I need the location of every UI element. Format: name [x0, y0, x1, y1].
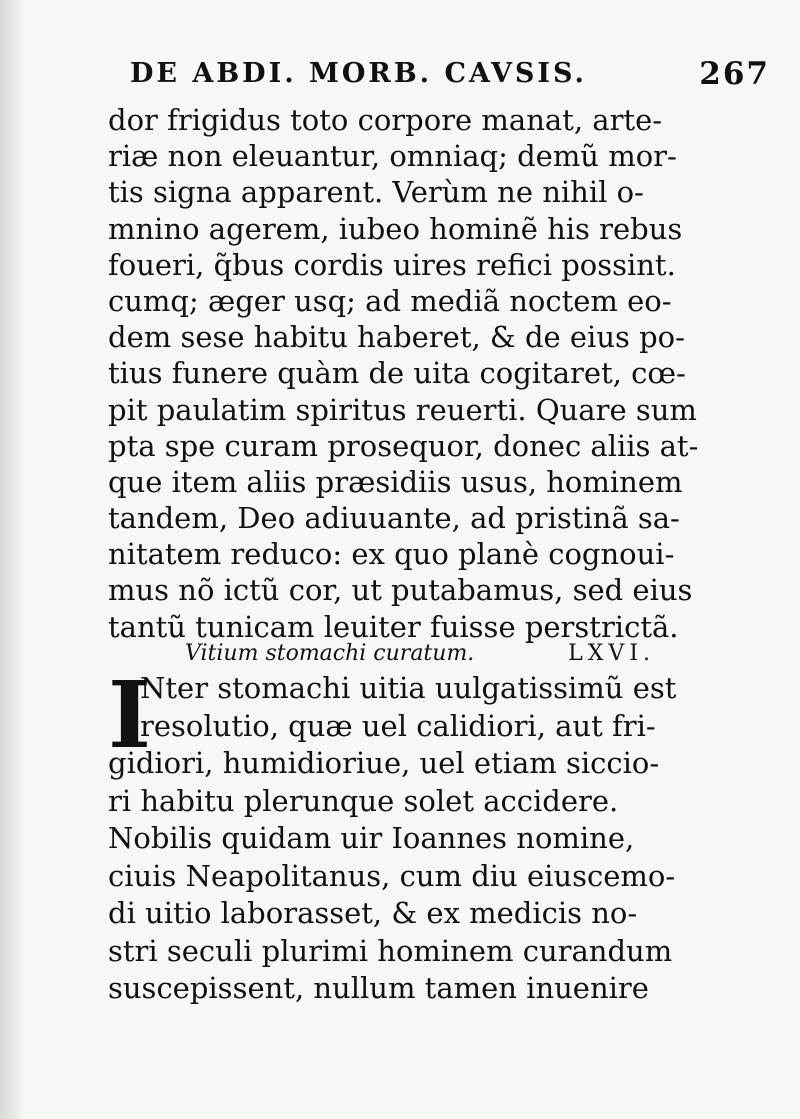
- section-body: [108, 661, 708, 1008]
- text-line: Nobilis quidam uir Ioannes nomine,: [108, 821, 635, 855]
- text-line: dem sese habitu haberet, & de eius po-: [108, 320, 685, 355]
- text-line: nitatem reduco: ex quo planè cognoui-: [108, 537, 675, 572]
- text-line: gidiori, humidioriue, uel etiam siccio-: [108, 746, 660, 780]
- text-line: di uitio laborasset, & ex medicis no-: [108, 896, 638, 930]
- text-line: pit paulatim spiritus reuerti. Quare sum: [108, 392, 697, 427]
- text-line: mus nõ ictũ cor, ut putabamus, sed eius: [108, 573, 693, 608]
- text-line: tis signa apparent. Verùm ne nihil o-: [108, 175, 644, 210]
- text-line: stri seculi plurimi hominem curandum: [108, 933, 673, 968]
- text-line: resolutio, quæ uel calidiori, aut fri-: [140, 708, 656, 743]
- drop-cap: I: [108, 661, 152, 769]
- running-title: DE ABDI. MORB. CAVSIS.: [130, 58, 587, 89]
- text-line: tius funere quàm de uita cogitaret, cœ-: [108, 356, 686, 391]
- text-line: mnino agerem, iubeo hominẽ his rebus: [108, 211, 683, 246]
- paragraph-continued: [108, 102, 698, 645]
- page-number: 267: [699, 56, 770, 92]
- text-line: pta spe curam prosequor, donec aliis at-: [108, 428, 699, 463]
- text-line: cumq; æger usq; ad mediã noctem eo-: [108, 283, 672, 318]
- running-head: [130, 58, 770, 98]
- text-line: tantũ tunicam leuiter fuisse perstrictã.: [108, 609, 679, 644]
- text-line: foueri, q̃bus cordis uires refici possint.: [108, 247, 676, 282]
- text-line: suscepissent, nullum tamen inuenire: [108, 971, 649, 1005]
- section-heading: Vitium stomachi curatum.: [185, 641, 475, 666]
- section-number: LXVI.: [568, 641, 655, 666]
- text-line: riæ non eleuantur, omniaq; demũ mor-: [108, 139, 677, 174]
- text-line: ciuis Neapolitanus, cum diu eiuscemo-: [108, 858, 676, 893]
- text-line: ri habitu plerunque solet accidere.: [108, 783, 619, 818]
- text-line: que item aliis præsidiis usus, hominem: [108, 464, 683, 499]
- text-line: Nter stomachi uitia uulgatissimũ est: [140, 671, 677, 705]
- text-line: dor frigidus toto corpore manat, arte-: [108, 103, 663, 137]
- section-heading-row: [185, 638, 655, 670]
- text-line: tandem, Deo adiuuante, ad pristinã sa-: [108, 501, 680, 536]
